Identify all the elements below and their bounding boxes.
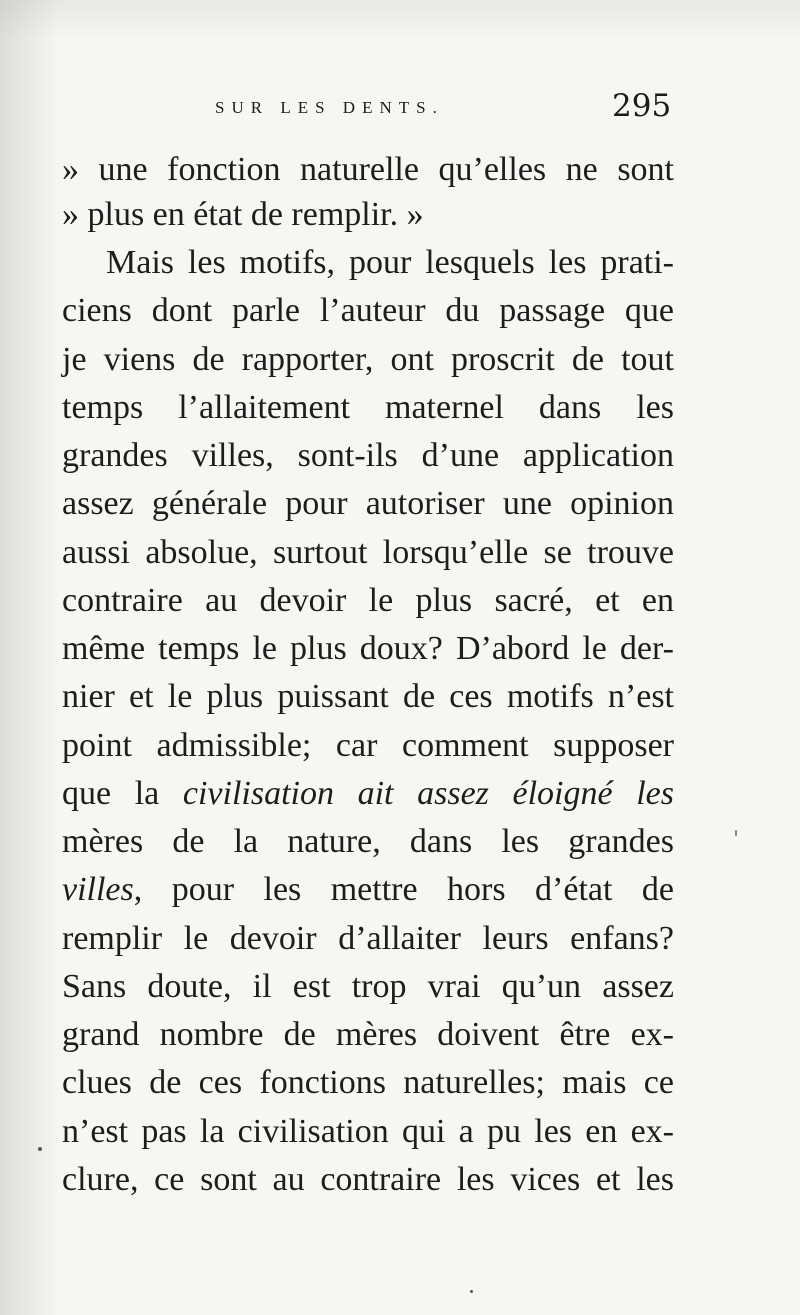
text-line-15: mères de la nature, dans les grandes <box>62 823 674 860</box>
text-line-22: clure, ce sont au contraire les vices et les <box>62 1161 674 1198</box>
text-line-12: nier et le plus puissant de ces motifs n’est <box>62 678 674 715</box>
ink-speck <box>38 1147 42 1151</box>
ink-speck <box>735 830 737 836</box>
text-line-6: temps l’allaitement maternel dans les <box>62 389 674 426</box>
text-line-11: même temps le plus doux? D’abord le der- <box>62 630 674 667</box>
page-shadow-left <box>0 0 60 1315</box>
text-line-20: clues de ces fonctions naturelles; mais ce <box>62 1064 674 1101</box>
text-line-17: remplir le devoir d’allaiter leurs enfans? <box>62 920 674 957</box>
page-number: 295 <box>612 88 672 124</box>
text-line-7: grandes villes, sont-ils d’une application <box>62 437 674 474</box>
text-line-1: » une fonction naturelle qu’elles ne sont <box>62 151 674 188</box>
running-head: SUR LES DENTS. <box>215 98 444 117</box>
text-line-16-italic: villes <box>62 871 134 908</box>
text-line-13: point admissible; car comment supposer <box>62 727 674 764</box>
text-line-14-italic: civilisation ait assez éloigné les <box>182 775 674 812</box>
text-line-2: » plus en état de remplir. » <box>62 196 424 233</box>
text-line-21: n’est pas la civilisation qui a pu les en ex- <box>62 1113 674 1150</box>
text-line-10: contraire au devoir le plus sacré, et en <box>62 582 674 619</box>
text-line-18: Sans doute, il est trop vrai qu’un assez <box>62 968 674 1005</box>
text-line-3: Mais les motifs, pour lesquels les prati- <box>106 244 674 281</box>
text-line-9: aussi absolue, surtout lorsqu’elle se trouve <box>62 534 674 571</box>
text-line-14 <box>62 772 674 816</box>
text-line-19: grand nombre de mères doivent être ex- <box>62 1016 674 1053</box>
ink-speck <box>470 1290 473 1293</box>
text-line-4: ciens dont parle l’auteur du passage que <box>62 292 674 329</box>
text-line-14-roman: que la <box>62 775 183 812</box>
text-line-8: assez générale pour autoriser une opinion <box>62 485 674 522</box>
text-line-5: je viens de rapporter, ont proscrit de tout <box>62 341 674 378</box>
text-line-16-roman: , pour les mettre hors d’état de <box>133 871 674 908</box>
page-shadow-top <box>0 0 800 40</box>
text-line-16 <box>62 868 674 912</box>
